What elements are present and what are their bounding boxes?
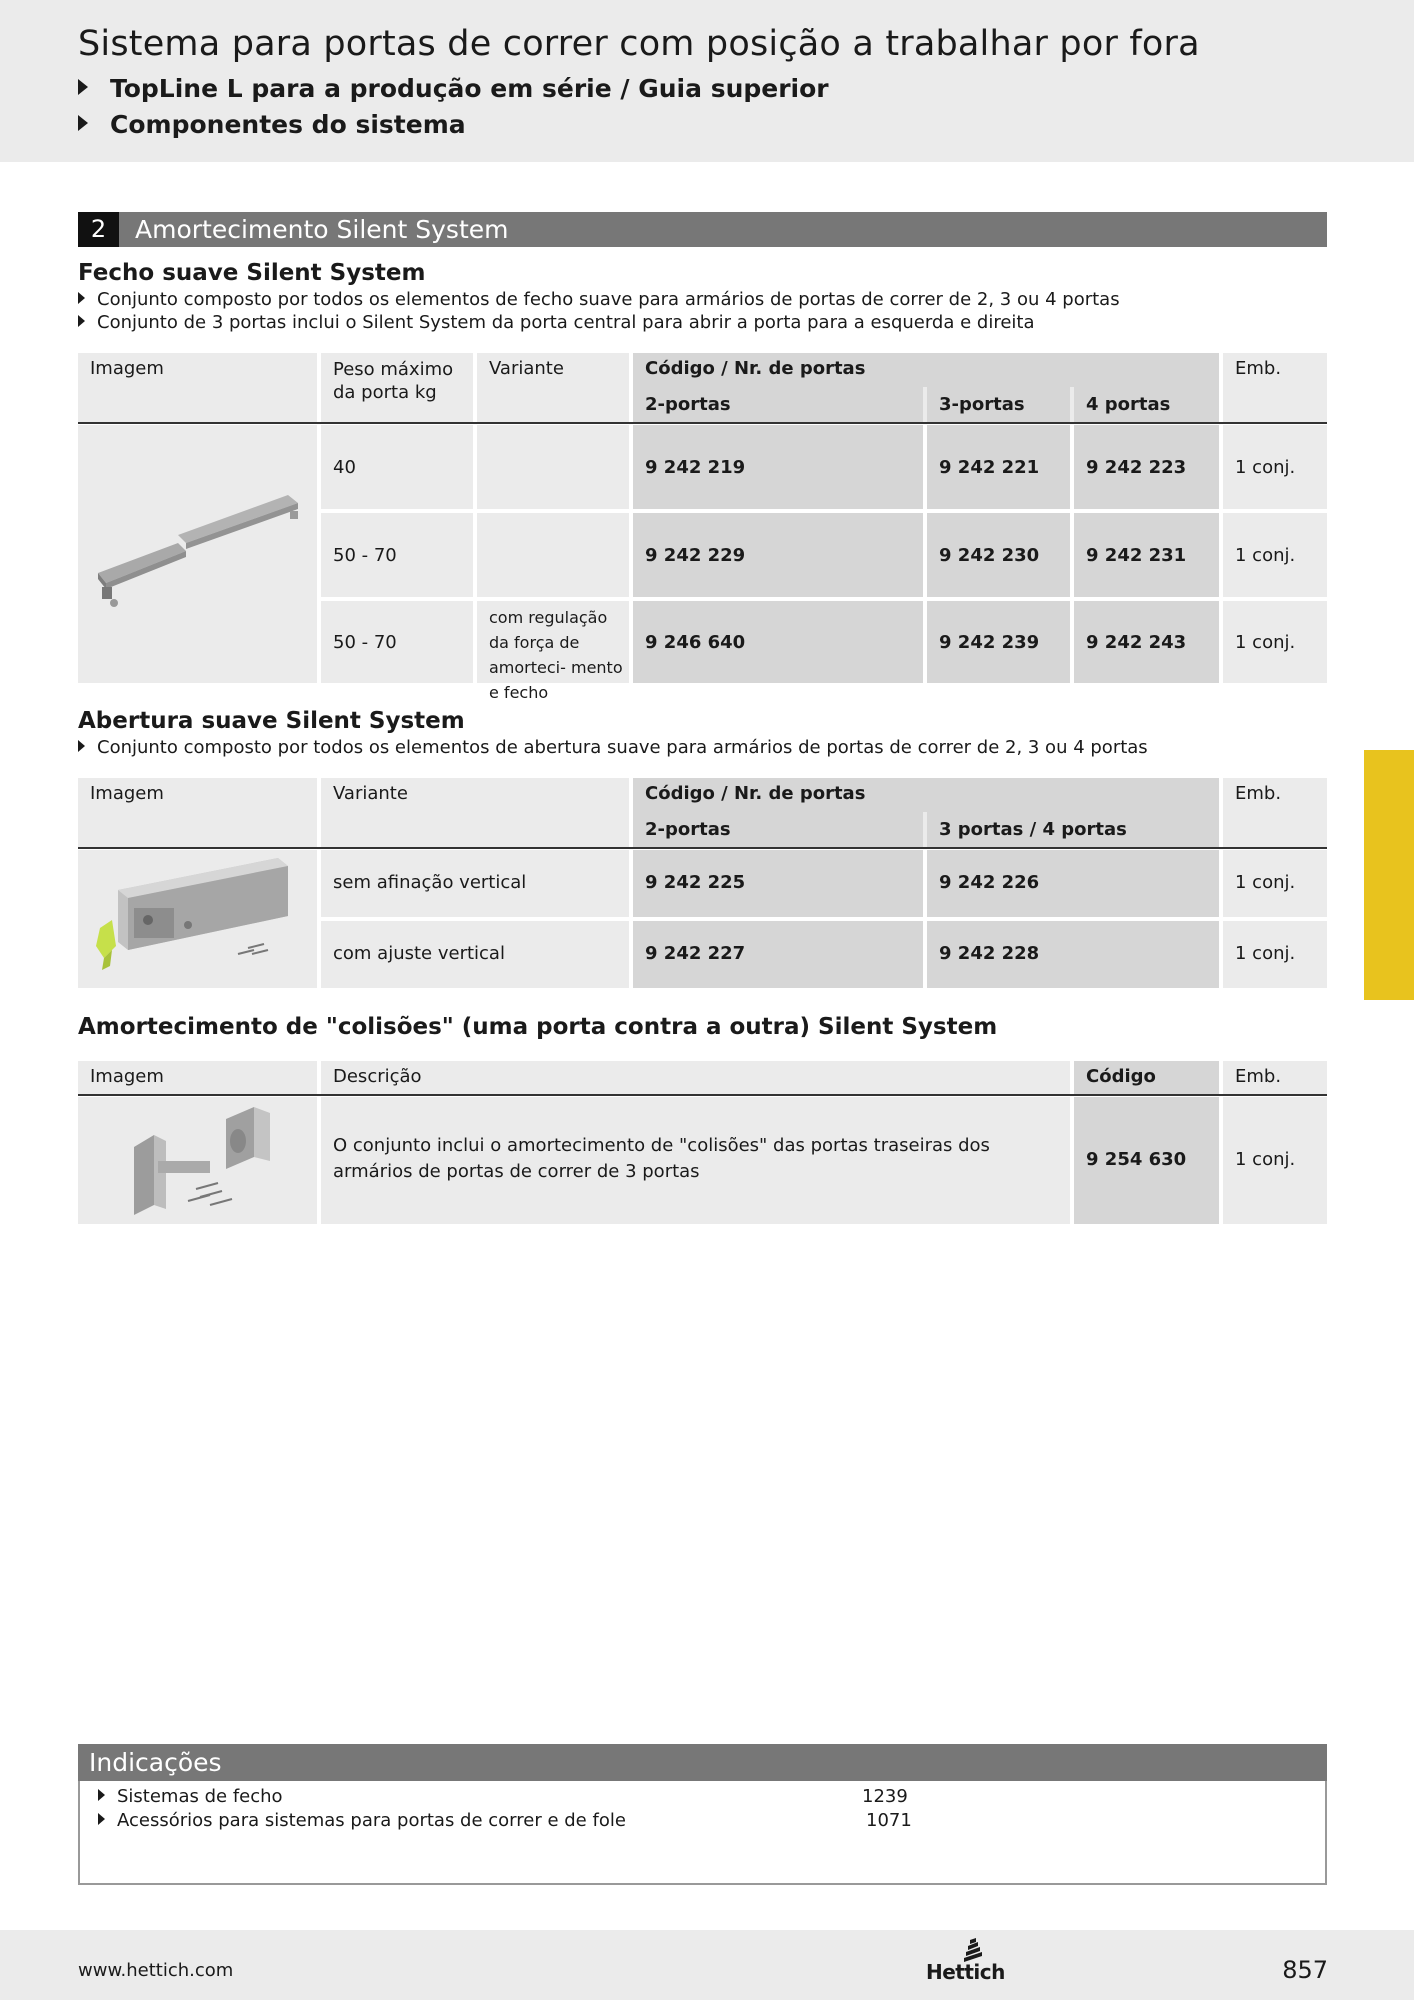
hettich-logo [924,1938,1005,1988]
fecho-row-1-code-2: 9 242 219 [633,425,923,509]
table-divider [78,422,1327,424]
indicacoes-item-1[interactable]: Sistemas de fecho [98,1786,283,1807]
table-divider [78,1094,1327,1096]
fecho-bullet-1: Conjunto composto por todos os elementos de fecho suave para armários de portas de correr de 2, 3 ou 4 portas [78,289,1120,310]
abertura-header-image: Imagem [78,778,317,848]
fecho-row-2-code-2: 9 242 229 [633,513,923,597]
triangle-bullet-icon [78,315,85,327]
fecho-title: Fecho suave Silent System [78,260,426,286]
soft-open-mechanism-icon [78,850,317,988]
colisoes-header-description: Descrição [321,1061,1070,1095]
abertura-row-2-code-34: 9 242 228 [927,921,1219,988]
fecho-bullet-2: Conjunto de 3 portas inclui o Silent System da porta central para abrir a porta para a esquerda e direita [78,312,1035,333]
section-label: Amortecimento Silent System [135,215,509,244]
abertura-row-2-pack: 1 conj. [1223,921,1327,988]
fecho-row-1-code-4: 9 242 223 [1074,425,1219,509]
subtitle-2: Componentes do sistema [78,110,466,139]
fecho-row-3-code-3: 9 242 239 [927,601,1070,683]
fecho-row-3-weight: 50 - 70 [321,601,473,683]
triangle-bullet-icon [78,115,88,131]
footer-brand: Hettich [926,1960,1005,1984]
colisoes-header-pack: Emb. [1223,1061,1327,1095]
triangle-bullet-icon [78,79,88,95]
triangle-bullet-icon [78,740,85,752]
page-title: Sistema para portas de correr com posição a trabalhar por fora [78,24,1200,64]
fecho-row-2-variant [477,513,629,597]
indicacoes-bar: Indicações [78,1744,1327,1781]
colisoes-description: O conjunto inclui o amortecimento de "colisões" das portas traseiras dos armários de portas de correr de 3 portas [321,1097,1070,1224]
triangle-bullet-icon [98,1813,105,1825]
section-bar [78,212,1327,247]
triangle-bullet-icon [78,292,85,304]
indicacoes-box [78,1781,1327,1885]
fecho-row-2-weight: 50 - 70 [321,513,473,597]
colisoes-header-code: Código [1074,1061,1219,1095]
indicacoes-item-1-page[interactable]: 1239 [862,1786,908,1807]
abertura-row-1-variant: sem afinação vertical [321,850,629,917]
page-number: 857 [1282,1956,1328,1984]
table-divider [78,847,1327,849]
page-header [0,0,1414,162]
colisoes-title: Amortecimento de "colisões" (uma porta contra a outra) Silent System [78,1014,998,1040]
soft-close-damper-icon [78,425,317,683]
fecho-image-cell [78,425,317,683]
fecho-header-pack: Emb. [1223,353,1327,423]
fecho-row-2-code-4: 9 242 231 [1074,513,1219,597]
fecho-row-3-code-2: 9 246 640 [633,601,923,683]
fecho-row-3-pack: 1 conj. [1223,601,1327,683]
page-footer [0,1930,1414,2000]
fecho-row-2-code-3: 9 242 230 [927,513,1070,597]
fecho-row-1-variant [477,425,629,509]
colisoes-pack: 1 conj. [1223,1097,1327,1224]
footer-url[interactable]: www.hettich.com [78,1960,234,1981]
section-number: 2 [78,212,119,247]
abertura-row-2-code-2: 9 242 227 [633,921,923,988]
fecho-row-1-weight: 40 [321,425,473,509]
fecho-header-code: Código / Nr. de portas 2-portas 3-portas 4 portas [633,353,1219,423]
colisoes-header-image: Imagem [78,1061,317,1095]
fecho-row-1-code-3: 9 242 221 [927,425,1070,509]
abertura-header-variant: Variante [321,778,629,848]
abertura-title: Abertura suave Silent System [78,708,465,734]
fecho-row-1-pack: 1 conj. [1223,425,1327,509]
abertura-header-pack: Emb. [1223,778,1327,848]
abertura-row-1-code-34: 9 242 226 [927,850,1219,917]
fecho-header-variant: Variante [477,353,629,423]
collision-damper-icon [78,1097,317,1224]
abertura-row-1-code-2: 9 242 225 [633,850,923,917]
colisoes-image-cell [78,1097,317,1224]
fecho-header-image: Imagem [78,353,317,423]
fecho-row-2-pack: 1 conj. [1223,513,1327,597]
triangle-bullet-icon [98,1789,105,1801]
subtitle-1: TopLine L para a produção em série / Guia superior [78,74,829,103]
indicacoes-item-2-page[interactable]: 1071 [866,1810,912,1831]
fecho-row-3-code-4: 9 242 243 [1074,601,1219,683]
fecho-header-weight: Peso máximo da porta kg [321,353,473,423]
abertura-bullet-1: Conjunto composto por todos os elementos de abertura suave para armários de portas de correr de 2, 3 ou 4 portas [78,737,1148,758]
abertura-row-2-variant: com ajuste vertical [321,921,629,988]
indicacoes-item-2[interactable]: Acessórios para sistemas para portas de correr e de fole [98,1810,626,1831]
chapter-tab [1364,750,1414,1000]
abertura-row-1-pack: 1 conj. [1223,850,1327,917]
colisoes-code: 9 254 630 [1074,1097,1219,1224]
abertura-image-cell [78,850,317,988]
abertura-header-code: Código / Nr. de portas 2-portas 3 portas / 4 portas [633,778,1219,848]
fecho-row-3-variant: com regulação da força de amorteci- mento e fecho [477,601,629,683]
